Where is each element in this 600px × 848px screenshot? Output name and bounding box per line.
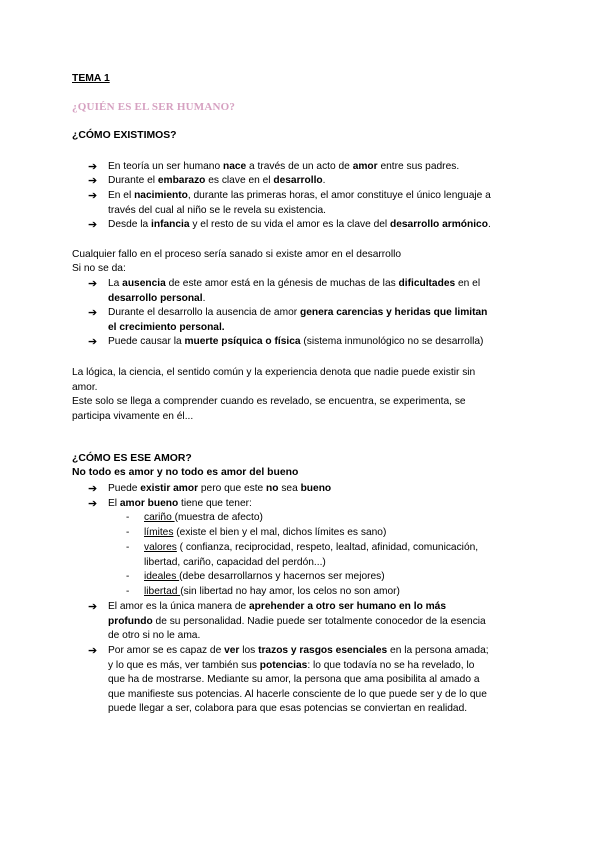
bullet-item: Durante el desarrollo la ausencia de amor genera carencias y heridas que limitan el crecimiento personal. [108,307,488,333]
bullet-item: Puede causar la muerte psíquica o física (sistema inmunológico no se desarrolla) [108,336,484,347]
bullet-item: El amor bueno tiene que tener: [108,498,252,509]
dash-icon: - [126,542,130,553]
bullet-item: Durante el embarazo es clave en el desarrollo. [108,175,326,186]
paragraph: Cualquier fallo en el proceso sería sanado si existe amor en el desarrollo [72,249,402,260]
bullet-item: En el nacimiento, durante las primeras horas, el amor constituye el único lenguaje a través del cual al niño se le revela su existencia. [108,190,491,216]
paragraph: La lógica, la ciencia, el sentido común y la experiencia denota que nadie puede existir sin amor. Este solo se llega a comprender cuando es revelado, se encuentra, se experimenta, se participa vivamente en él... [72,367,476,422]
sub-bullet-item: valores ( confianza, reciprocidad, respeto, lealtad, afinidad, comunicación, libertad, cariño, capacidad del perdón...) [144,542,479,568]
bullet-item: Por amor se es capaz de ver los trazos y rasgos esenciales en la persona amada; y lo que es más, ver también sus potencias: lo que todavía no se ha revelado, lo que ha de mostrarse. Mediante su amor, la persona que ama posibilita al amado a que manifieste sus potencias. Al hacerle consciente de lo que puede ser y de lo que puede llegar a ser, colabora para que esas potencias se conviertan en realidad. [108,645,489,715]
section-heading-como-es-ese-amor: ¿CÓMO ES ESE AMOR? [72,453,192,464]
paragraph: Si no se da: [72,263,126,274]
bullet-item: La ausencia de este amor está en la génesis de muchas de las dificultades en el desarrollo personal. [108,278,481,304]
sub-bullet-item: libertad (sin libertad no hay amor, los celos no son amor) [144,586,400,597]
page-title: ¿QUIÉN ES EL SER HUMANO? [72,101,236,113]
arrow-right-icon: ➔ [88,645,98,657]
dash-icon: - [126,512,130,523]
arrow-right-icon: ➔ [88,161,98,173]
sub-bullet-item: límites (existe el bien y el mal, dichos límites es sano) [144,527,387,538]
bullet-item: Desde la infancia y el resto de su vida el amor es la clave del desarrollo armónico. [108,219,491,230]
dash-icon: - [126,586,130,597]
dash-icon: - [126,571,130,582]
arrow-right-icon: ➔ [88,219,98,231]
arrow-right-icon: ➔ [88,336,98,348]
arrow-right-icon: ➔ [88,190,98,202]
arrow-right-icon: ➔ [88,601,98,613]
dash-icon: - [126,527,130,538]
section-heading-como-existimos: ¿CÓMO EXISTIMOS? [72,130,177,141]
arrow-right-icon: ➔ [88,175,98,187]
bullet-item: El amor es la única manera de aprehender a otro ser humano en lo más profundo de su personalidad. Nadie puede ser totalmente conocedor de la esencia de otro si no le ama. [108,601,486,642]
sub-bullet-item: ideales (debe desarrollarnos y hacernos ser mejores) [144,571,385,582]
arrow-right-icon: ➔ [88,278,98,290]
arrow-right-icon: ➔ [88,307,98,319]
arrow-right-icon: ➔ [88,498,98,510]
section-subheading: No todo es amor y no todo es amor del bueno [72,467,299,478]
sub-bullet-item: cariño (muestra de afecto) [144,512,263,523]
bullet-item: En teoría un ser humano nace a través de un acto de amor entre sus padres. [108,161,460,172]
bullet-item: Puede existir amor pero que este no sea bueno [108,483,332,494]
arrow-right-icon: ➔ [88,483,98,495]
tema-label: TEMA 1 [72,73,110,84]
